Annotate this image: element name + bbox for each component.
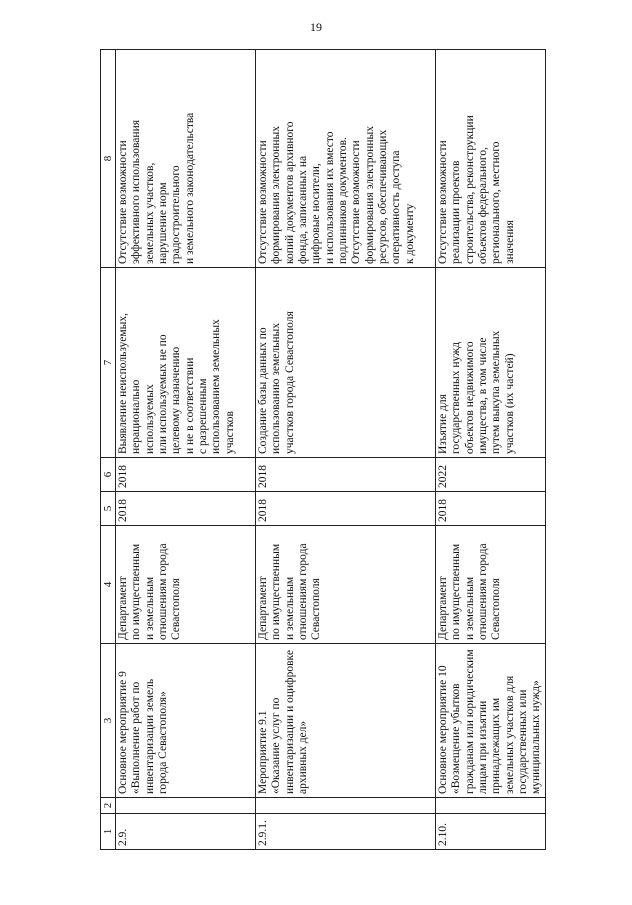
row-col2 — [436, 798, 546, 814]
header-cell: 3 — [101, 644, 116, 798]
rotated-table-area — [100, 50, 543, 850]
header-cell: 5 — [101, 492, 116, 526]
consequence: Отсутствие возможности реализации проектов строительства, реконструкции объектов федерального, регионального, местного значения — [436, 50, 546, 268]
expected-result: Выявление неиспользуемых, нерационально используемых или используемых не по целевому назначению и не в соответствии с разрешенным использованием земельных участков — [116, 268, 256, 458]
header-cell: 7 — [101, 268, 116, 458]
table-row — [116, 50, 256, 850]
rotated-table-wrapper — [100, 50, 543, 850]
row-col2 — [116, 798, 256, 814]
row-col2 — [256, 798, 436, 814]
header-cell: 4 — [101, 526, 116, 644]
table-header-row — [101, 50, 116, 850]
header-cell: 8 — [101, 50, 116, 268]
start-year: 2018 — [116, 492, 256, 526]
activity-name: Мероприятие 9.1 «Оказание услуг по инвентаризации и оцифровке архивных дел» — [256, 644, 436, 798]
start-year: 2018 — [256, 492, 436, 526]
row-number: 2.10. — [436, 814, 546, 850]
executor: Департамент по имущественным и земельным отношениям города Севастополя — [256, 526, 436, 644]
program-activities-table — [100, 49, 546, 850]
activity-name: Основное мероприятие 9 «Выполнение работ по инвентаризации земель города Севастополя» — [116, 644, 256, 798]
row-number: 2.9. — [116, 814, 256, 850]
table-row — [256, 50, 436, 850]
row-number: 2.9.1. — [256, 814, 436, 850]
table-row — [436, 50, 546, 850]
expected-result: Создание базы данных по использованию земельных участков города Севастополя — [256, 268, 436, 458]
executor: Департамент по имущественным и земельным отношениям города Севастополя — [436, 526, 546, 644]
page-number: 19 — [310, 20, 322, 34]
end-year: 2022 — [436, 458, 546, 492]
header-cell: 6 — [101, 458, 116, 492]
consequence: Отсутствие возможности эффективного использования земельных участков, нарушение норм градостроительного и земельного законодательства — [116, 50, 256, 268]
header-cell: 2 — [101, 798, 116, 814]
consequence: Отсутствие возможности формирования электронных копий документов архивного фонда, записанных на цифровые носители, и использования их вместо подлинников документов. Отсутствие возможности формирования электронных ресурсов, обеспечивающих оперативность доступа к документу — [256, 50, 436, 268]
start-year: 2018 — [436, 492, 546, 526]
header-cell: 1 — [101, 814, 116, 850]
end-year: 2018 — [256, 458, 436, 492]
end-year: 2018 — [116, 458, 256, 492]
executor: Департамент по имущественным и земельным отношениям города Севастополя — [116, 526, 256, 644]
activity-name: Основное мероприятие 10 «Возмещение убытков гражданам или юридическим лицам при изъятии принадлежащих им земельных участков для государственных или муниципальных нужд» — [436, 644, 546, 798]
expected-result: Изъятие для государственных нужд объектов недвижимого имущества, в том числе путем выкупа земельных участков (их частей) — [436, 268, 546, 458]
